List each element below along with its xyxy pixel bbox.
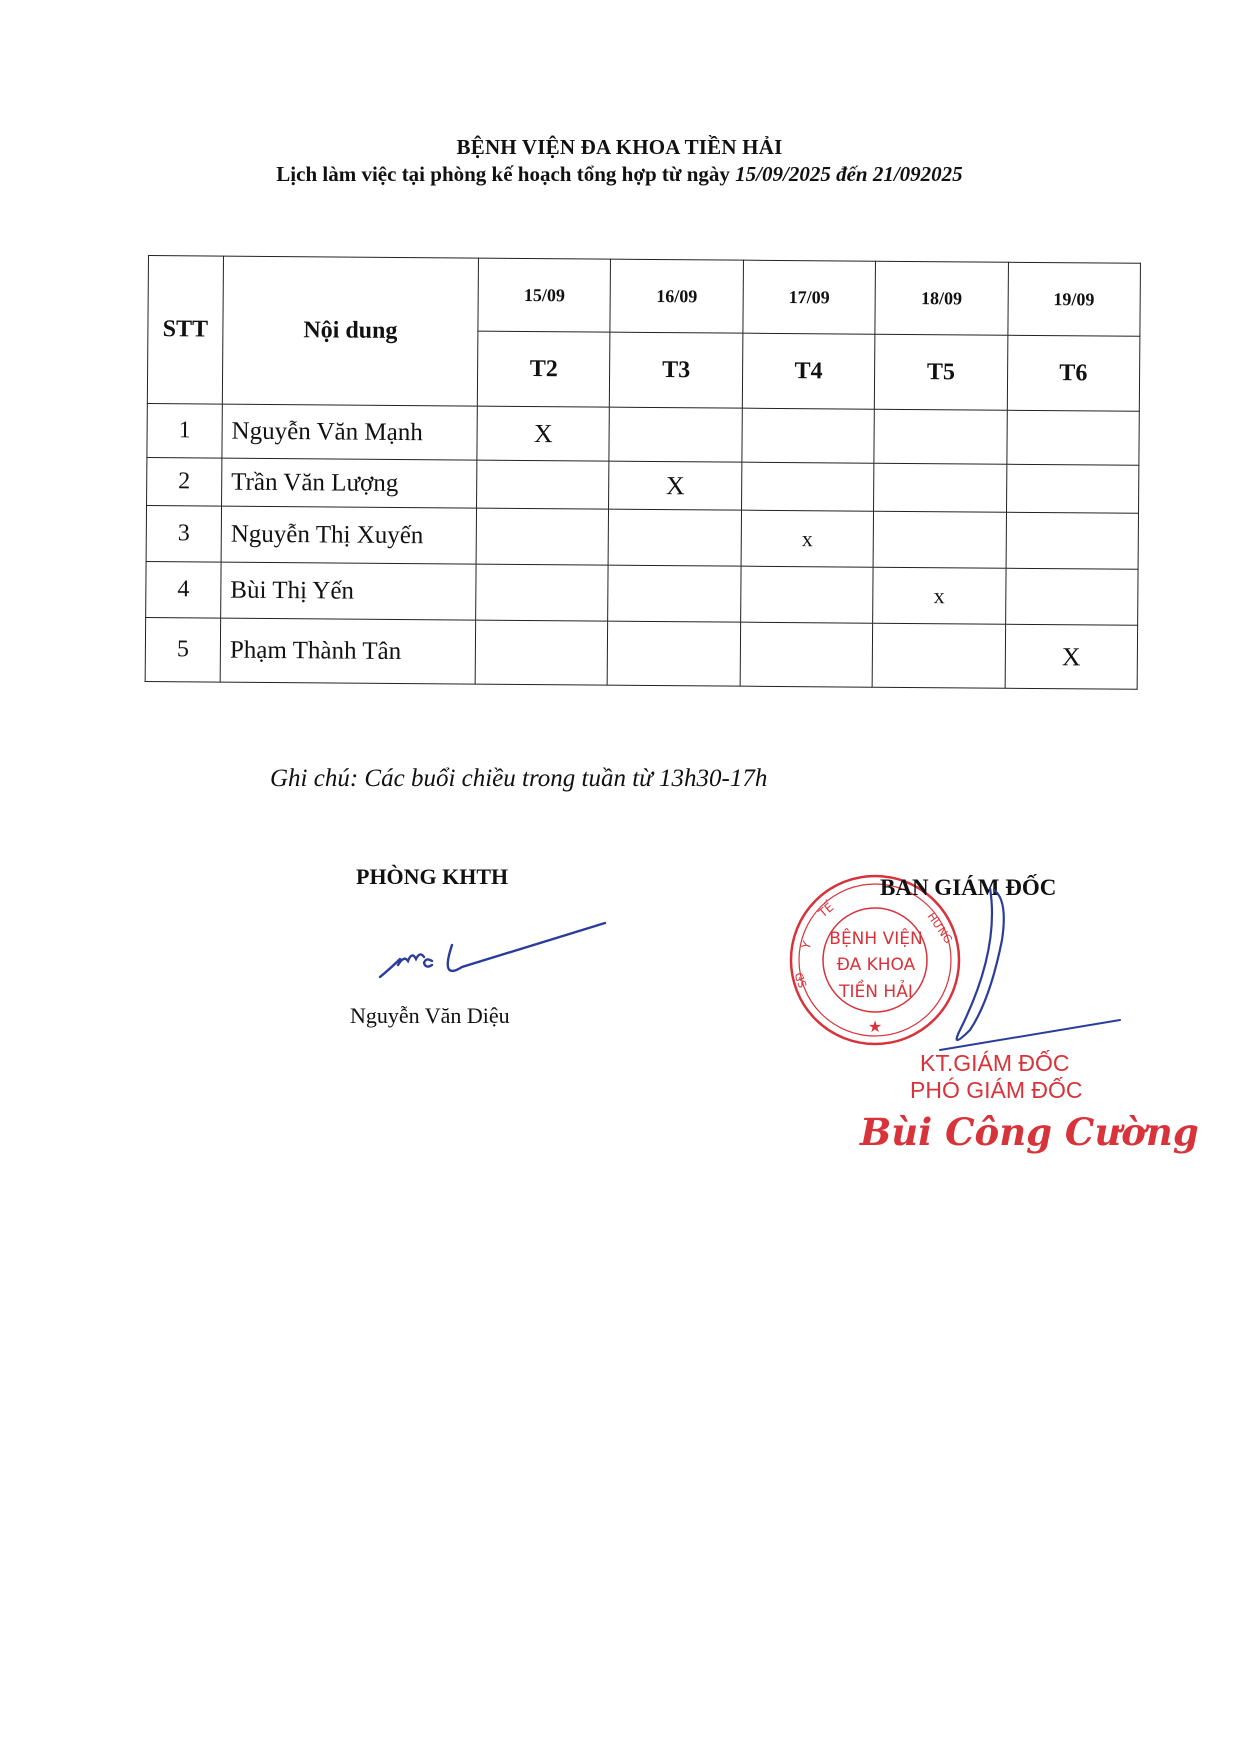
header-date: 15/09	[478, 258, 611, 332]
subtitle-date-range: 15/09/2025 đến 21/092025	[735, 162, 963, 186]
row-name: Bùi Thị Yến	[221, 562, 476, 620]
row-mark	[476, 564, 609, 621]
table-row	[146, 505, 1138, 569]
row-mark	[1006, 410, 1139, 465]
row-stt: 5	[145, 617, 221, 682]
header-date: 17/09	[743, 260, 876, 334]
department-signer-name: Nguyễn Văn Diệu	[350, 1003, 510, 1028]
header-day: T3	[610, 332, 743, 408]
table-row	[146, 561, 1138, 625]
row-mark: x	[873, 567, 1006, 624]
director-role-2: PHÓ GIÁM ĐỐC	[910, 1077, 1083, 1103]
header-day: T2	[477, 331, 610, 407]
table-row	[147, 457, 1139, 513]
svg-text:SĐ: SĐ	[792, 970, 810, 990]
header-stt: STT	[147, 256, 223, 405]
row-stt: 3	[146, 505, 221, 562]
row-stt: 1	[147, 403, 222, 458]
svg-text:BỆNH VIỆN: BỆNH VIỆN	[829, 929, 923, 949]
row-mark	[475, 620, 608, 685]
row-mark: x	[741, 510, 874, 567]
row-mark	[742, 408, 875, 463]
hospital-name: BỆNH VIỆN ĐA KHOA TIỀN HẢI	[456, 135, 783, 159]
row-mark	[608, 565, 741, 622]
document-subtitle	[0, 162, 1239, 187]
director-role-1: KT.GIÁM ĐỐC	[920, 1050, 1070, 1076]
row-name: Nguyễn Văn Mạnh	[222, 404, 477, 460]
row-name: Trần Văn Lượng	[222, 458, 477, 508]
row-mark	[741, 462, 874, 511]
row-mark	[872, 623, 1005, 688]
svg-text:HƯNG: HƯNG	[924, 910, 955, 946]
row-name: Phạm Thành Tân	[220, 618, 475, 684]
row-name: Nguyễn Thị Xuyến	[221, 506, 476, 564]
row-mark	[874, 463, 1007, 512]
row-mark	[476, 508, 609, 565]
row-stt: 2	[147, 457, 222, 506]
director-signature-image	[930, 880, 1130, 1060]
row-mark	[477, 460, 610, 509]
svg-text:Y: Y	[798, 939, 815, 952]
subtitle-prefix: Lịch làm việc tại phòng kế hoạch tổng hợp từ ngày	[276, 162, 736, 186]
department-title: PHÒNG KHTH	[356, 864, 509, 889]
row-mark	[1005, 568, 1138, 625]
header-row-dates	[148, 256, 1141, 337]
svg-text:★: ★	[867, 1017, 883, 1036]
row-mark	[873, 511, 1006, 568]
header-day: T5	[874, 334, 1007, 410]
header-date: 19/09	[1007, 262, 1140, 336]
row-mark	[740, 622, 873, 687]
row-mark: X	[1005, 624, 1138, 689]
row-mark: X	[609, 461, 742, 510]
table-row	[145, 617, 1137, 689]
header-date: 16/09	[610, 259, 743, 333]
director-name: Bùi Công Cường	[860, 1110, 1199, 1154]
row-mark	[608, 621, 741, 686]
directorate-title: BAN GIÁM ĐỐC	[880, 875, 1057, 900]
svg-text:ĐA KHOA: ĐA KHOA	[836, 955, 916, 975]
row-mark	[1006, 464, 1139, 513]
department-signature-image	[370, 915, 620, 995]
row-mark	[874, 409, 1007, 464]
header-content: Nội dung	[222, 256, 478, 406]
header-day: T6	[1007, 335, 1140, 411]
svg-text:TIỀN HẢI: TIỀN HẢI	[839, 982, 913, 1002]
header-day: T4	[742, 333, 875, 409]
row-mark: X	[477, 406, 610, 461]
row-mark	[1006, 512, 1139, 569]
row-mark	[608, 509, 741, 566]
note-text: Ghi chú: Các buổi chiều trong tuần từ 13h30-17h	[270, 765, 768, 792]
header-date: 18/09	[875, 261, 1008, 335]
schedule-table	[145, 255, 1141, 690]
table-row	[147, 403, 1139, 465]
row-mark	[609, 407, 742, 462]
svg-text:TẾ: TẾ	[815, 899, 837, 921]
row-mark	[740, 566, 873, 623]
row-stt: 4	[146, 561, 221, 618]
